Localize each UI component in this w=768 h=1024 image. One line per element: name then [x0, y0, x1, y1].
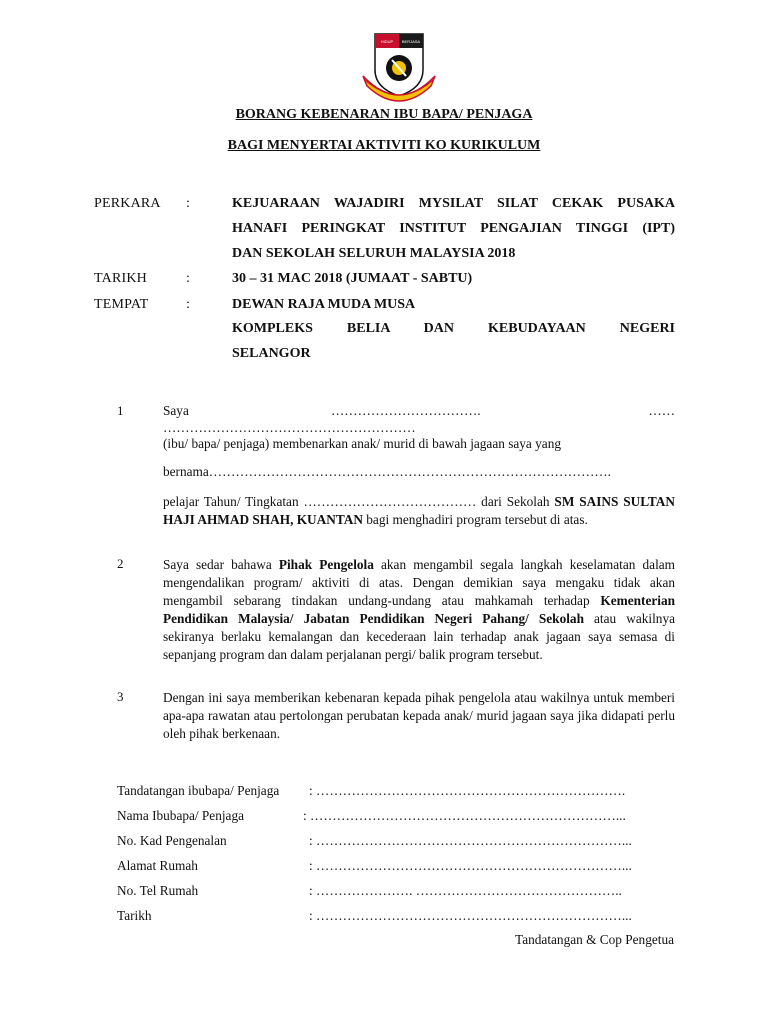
- sig-field-nama[interactable]: : ……………………………………………………………...: [303, 808, 626, 823]
- logo-left-text: HIDUP: [380, 39, 394, 44]
- sig-field-tandatangan[interactable]: : …………………………………………………………….: [309, 783, 626, 798]
- perkara-label: PERKARA: [94, 196, 161, 211]
- sig-field-tarikh[interactable]: : ……………………………………………………………...: [309, 908, 632, 923]
- logo-right-text: BERJASA: [401, 39, 421, 44]
- item-1-line-1: [163, 403, 675, 419]
- item-1-number: 1: [117, 403, 124, 418]
- item-2-bold-pengelola: Pihak Pengelola: [278, 557, 374, 572]
- tarikh-value: 30 – 31 MAC 2018 (JUMAAT - SABTU): [232, 271, 473, 286]
- sig-label-nama: Nama Ibubapa/ Penjaga: [117, 808, 245, 823]
- tempat-line-3: SELANGOR: [232, 346, 311, 361]
- tempat-label: TEMPAT: [94, 297, 149, 312]
- item-2-text-e: atau wakilnya sekiranya berlaku kemalangan dan kecederaan lain terhadap anak jagaan saya semasa di sepanjang program dan dalam perjalanan pergi/ balik program tersebut.: [163, 611, 675, 662]
- perkara-line-2: HANAFI PERINGKAT INSTITUT PENGAJIAN TINGGI (IPT): [232, 221, 675, 236]
- item-2-text-a: Saya sedar bahawa: [163, 557, 279, 572]
- item-1-paragraph: [163, 493, 675, 529]
- item-2-number: 2: [117, 556, 124, 571]
- perkara-colon: :: [186, 196, 190, 211]
- item-1-saya: Saya: [163, 403, 189, 418]
- tempat-line-2: KOMPLEKS BELIA DAN KEBUDAYAAN NEGERI: [232, 321, 675, 336]
- form-title: BORANG KEBENARAN IBU BAPA/ PENJAGA: [235, 107, 533, 122]
- item-2-text-c: akan mengambil segala langkah keselamatan dalam mengendalikan program/ aktiviti di atas. Dengan demikian saya mengaku tidak akan mengambil sebarang tindakan undang-undang atau mahkamah terhadap: [163, 557, 676, 608]
- item-2-bold-kementerian: Kementerian Pendidikan Malaysia/ Jabatan Pendidikan Negeri Pahang/ Sekolah: [163, 593, 675, 626]
- perkara-line-3: DAN SEKOLAH SELURUH MALAYSIA 2018: [232, 246, 516, 261]
- principal-signature-stamp-label: Tandatangan & Cop Pengetua: [515, 932, 674, 947]
- sig-label-kad-pengenalan: No. Kad Pengenalan: [117, 833, 227, 848]
- item-1-school-name: SM SAINS SULTAN HAJI AHMAD SHAH, KUANTAN: [163, 494, 675, 527]
- item-2-paragraph: [163, 556, 675, 664]
- sig-field-kad-pengenalan[interactable]: : ……………………………………………………………...: [309, 833, 632, 848]
- sig-field-alamat[interactable]: : ……………………………………………………………...: [309, 858, 632, 873]
- item-1-bernama: bernama……………………………………………………………………………….: [163, 464, 612, 479]
- tarikh-colon: :: [186, 271, 190, 286]
- tempat-colon: :: [186, 297, 190, 312]
- sig-field-tel[interactable]: : …………………. ………………………………………..: [309, 883, 622, 898]
- item-1-dots-c: …………………………………………………: [163, 420, 416, 435]
- school-crest-logo: [361, 30, 437, 102]
- item-1-line-2: (ibu/ bapa/ penjaga) membenarkan anak/ murid di bawah jagaan saya yang: [163, 436, 562, 451]
- form-subtitle: BAGI MENYERTAI AKTIVITI KO KURIKULUM: [227, 138, 541, 153]
- sig-label-tandatangan: Tandatangan ibubapa/ Penjaga: [117, 783, 280, 798]
- perkara-line-1: KEJUARAAN WAJADIRI MYSILAT SILAT CEKAK PUSAKA: [232, 196, 675, 211]
- sig-label-tarikh: Tarikh: [117, 908, 152, 923]
- tempat-line-1: DEWAN RAJA MUDA MUSA: [232, 297, 416, 312]
- sig-label-alamat: Alamat Rumah: [117, 858, 198, 873]
- item-1-dots-a: …………………………….: [331, 403, 481, 418]
- item-3-paragraph: Dengan ini saya memberikan kebenaran kepada pihak pengelola atau wakilnya untuk memberi apa-apa rawatan atau pertolongan perubatan kepada anak/ murid jagaan saya jika didapati perlu oleh pihak berkenaan.: [163, 690, 675, 741]
- item-1-dots-b: ……: [648, 403, 675, 418]
- item-3-number: 3: [117, 689, 124, 704]
- sig-label-tel: No. Tel Rumah: [117, 883, 199, 898]
- item-1-p-start: pelajar Tahun/ Tingkatan ………………………………… dari Sekolah: [163, 494, 555, 509]
- item-1-p-end: bagi menghadiri program tersebut di atas.: [362, 512, 588, 527]
- tarikh-label: TARIKH: [94, 271, 147, 286]
